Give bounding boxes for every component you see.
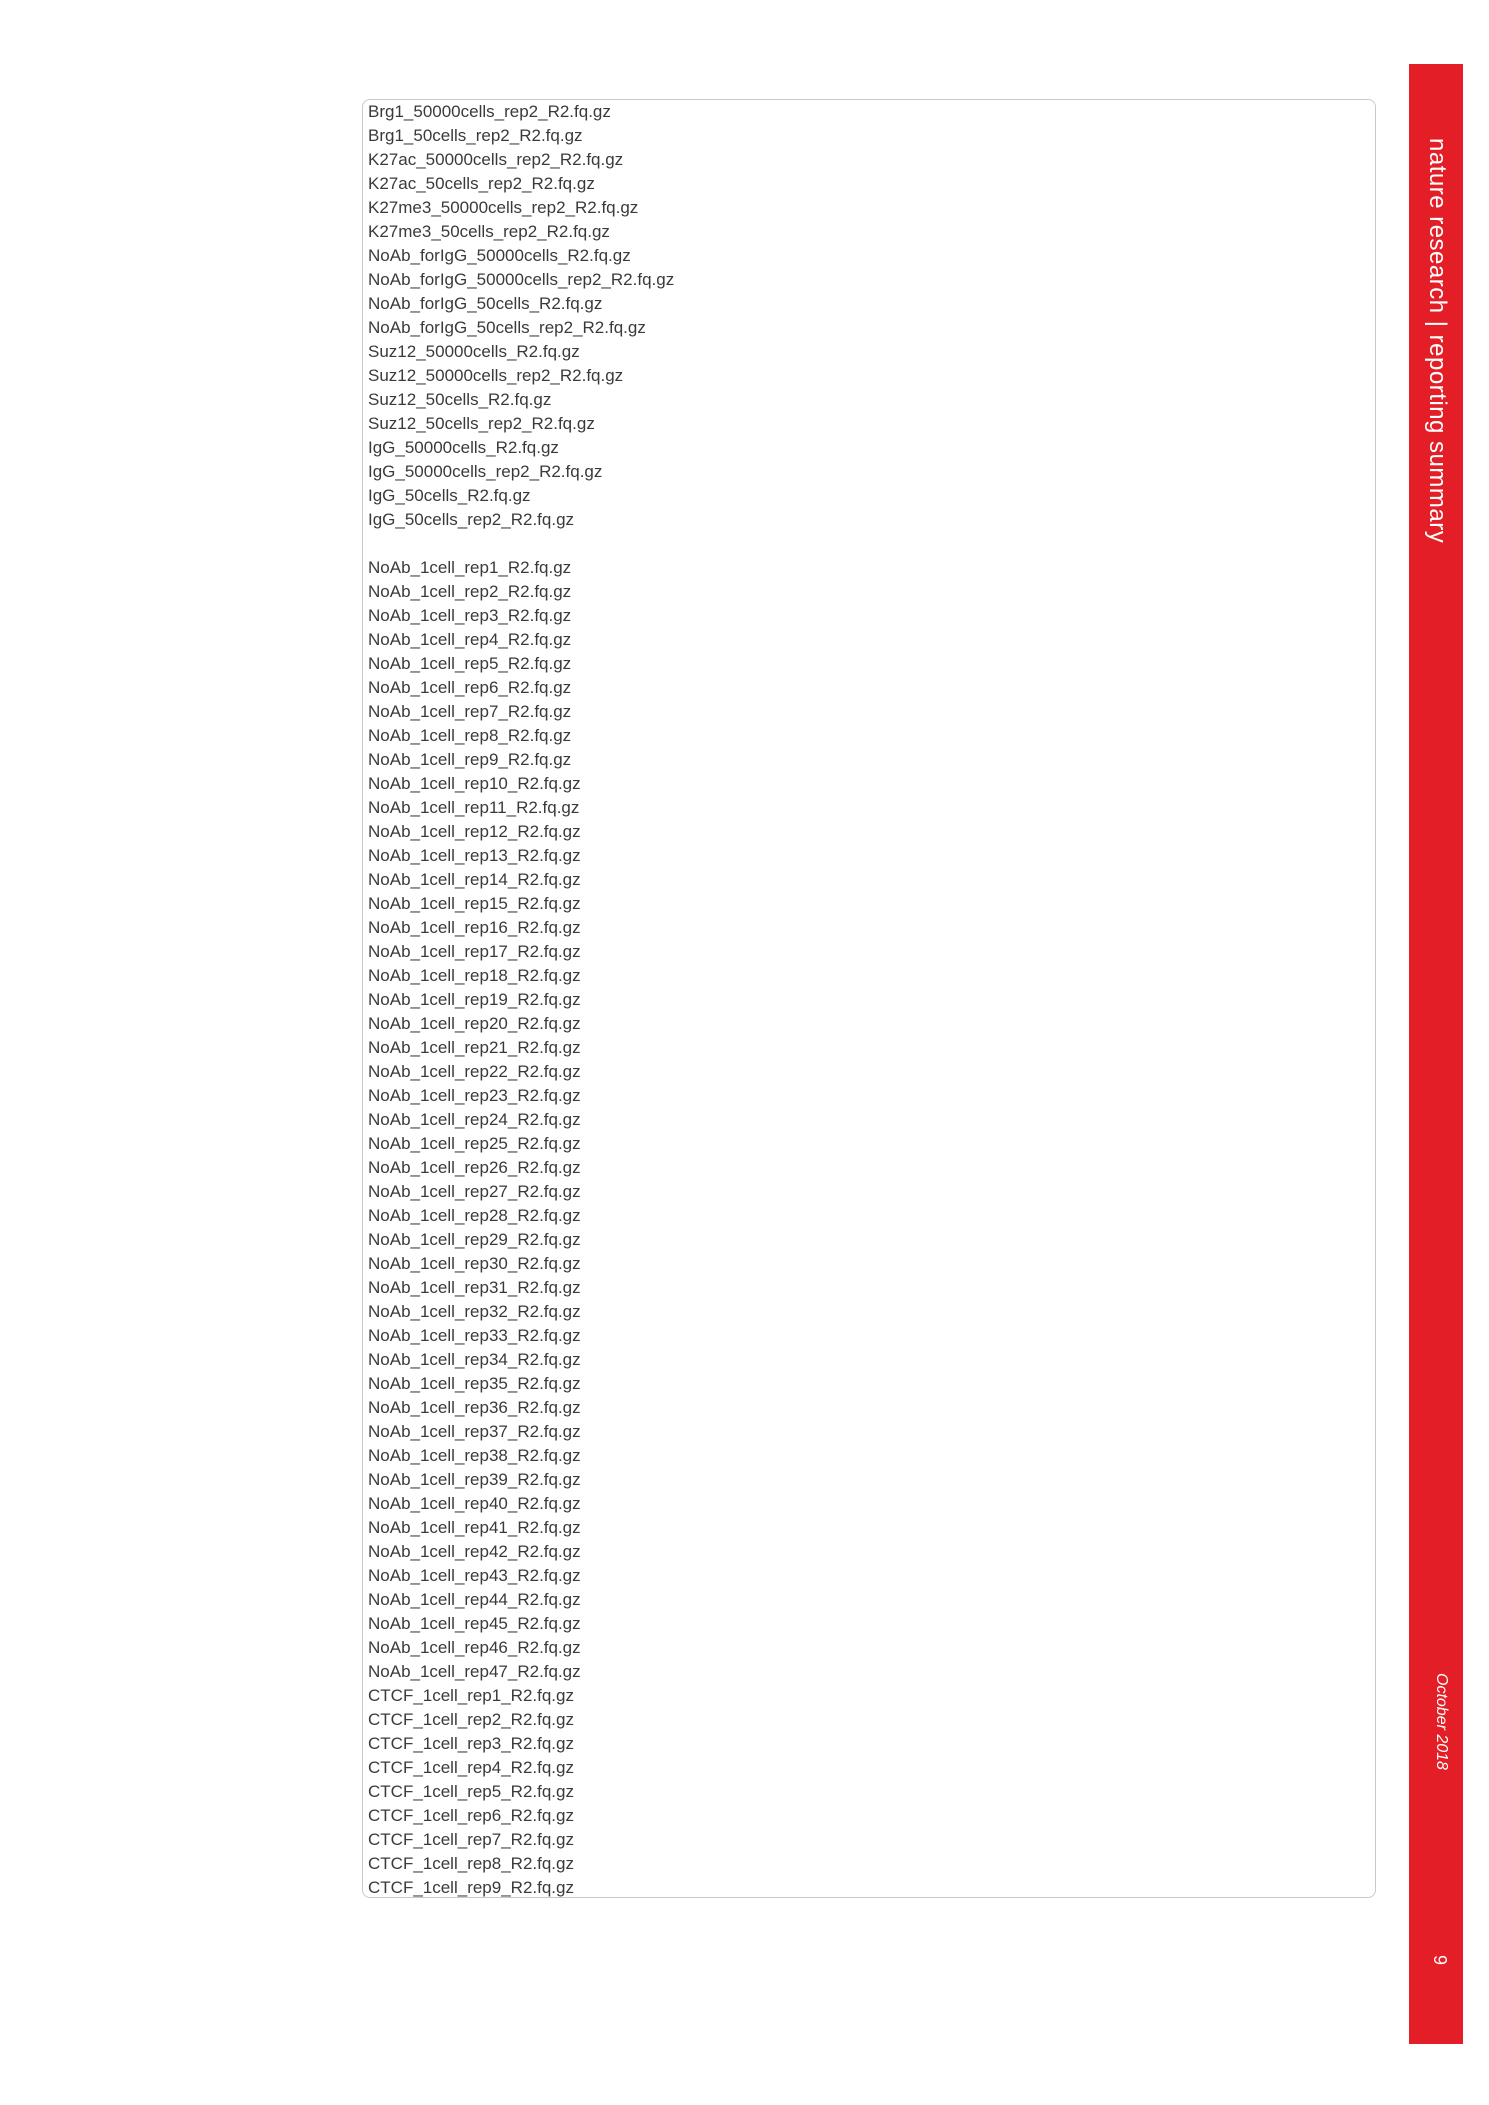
file-name-line: CTCF_1cell_rep2_R2.fq.gz: [368, 1710, 574, 1729]
file-name-line: NoAb_1cell_rep1_R2.fq.gz: [368, 558, 572, 577]
file-name-line: Suz12_50000cells_rep2_R2.fq.gz: [368, 366, 624, 385]
file-name-line: NoAb_1cell_rep19_R2.fq.gz: [368, 990, 581, 1009]
sidebar-title: nature research | reporting summary: [1424, 138, 1451, 544]
file-name-line: NoAb_1cell_rep4_R2.fq.gz: [368, 630, 572, 649]
file-name-line: NoAb_1cell_rep15_R2.fq.gz: [368, 894, 581, 913]
file-name-line: Suz12_50000cells_R2.fq.gz: [368, 342, 580, 361]
file-name-line: NoAb_1cell_rep31_R2.fq.gz: [368, 1278, 581, 1297]
file-name-line: NoAb_1cell_rep9_R2.fq.gz: [368, 750, 572, 769]
file-name-line: NoAb_1cell_rep47_R2.fq.gz: [368, 1662, 581, 1681]
file-name-line: IgG_50cells_R2.fq.gz: [368, 486, 531, 505]
file-name-line: NoAb_1cell_rep43_R2.fq.gz: [368, 1566, 581, 1585]
file-name-line: NoAb_1cell_rep8_R2.fq.gz: [368, 726, 572, 745]
file-name-line: NoAb_1cell_rep24_R2.fq.gz: [368, 1110, 581, 1129]
file-name-line: NoAb_1cell_rep33_R2.fq.gz: [368, 1326, 581, 1345]
file-name-line: Brg1_50cells_rep2_R2.fq.gz: [368, 126, 583, 145]
file-name-line: NoAb_forIgG_50000cells_rep2_R2.fq.gz: [368, 270, 675, 289]
file-name-line: CTCF_1cell_rep9_R2.fq.gz: [368, 1878, 574, 1897]
file-name-line: Suz12_50cells_R2.fq.gz: [368, 390, 552, 409]
file-name-line: Suz12_50cells_rep2_R2.fq.gz: [368, 414, 595, 433]
file-name-line: NoAb_1cell_rep23_R2.fq.gz: [368, 1086, 581, 1105]
file-name-line: NoAb_forIgG_50cells_rep2_R2.fq.gz: [368, 318, 646, 337]
file-name-line: NoAb_1cell_rep26_R2.fq.gz: [368, 1158, 581, 1177]
file-name-line: NoAb_1cell_rep29_R2.fq.gz: [368, 1230, 581, 1249]
file-name-line: NoAb_1cell_rep32_R2.fq.gz: [368, 1302, 581, 1321]
file-name-line: NoAb_1cell_rep34_R2.fq.gz: [368, 1350, 581, 1369]
file-name-line: NoAb_1cell_rep16_R2.fq.gz: [368, 918, 581, 937]
file-name-line: K27ac_50cells_rep2_R2.fq.gz: [368, 174, 595, 193]
file-name-line: NoAb_1cell_rep27_R2.fq.gz: [368, 1182, 581, 1201]
file-name-line: NoAb_forIgG_50cells_R2.fq.gz: [368, 294, 603, 313]
file-name-line: NoAb_1cell_rep7_R2.fq.gz: [368, 702, 572, 721]
sidebar-date: October 2018: [1433, 1673, 1450, 1770]
file-name-line: NoAb_1cell_rep3_R2.fq.gz: [368, 606, 572, 625]
file-name-line: IgG_50cells_rep2_R2.fq.gz: [368, 510, 575, 529]
page-number: 9: [1430, 1955, 1450, 1966]
file-name-line: NoAb_1cell_rep38_R2.fq.gz: [368, 1446, 581, 1465]
file-name-line: NoAb_1cell_rep42_R2.fq.gz: [368, 1542, 581, 1561]
file-name-line: NoAb_1cell_rep30_R2.fq.gz: [368, 1254, 581, 1273]
file-name-line: NoAb_1cell_rep11_R2.fq.gz: [368, 798, 580, 817]
file-name-line: NoAb_1cell_rep13_R2.fq.gz: [368, 846, 581, 865]
file-name-line: K27ac_50000cells_rep2_R2.fq.gz: [368, 150, 624, 169]
file-name-line: NoAb_1cell_rep46_R2.fq.gz: [368, 1638, 581, 1657]
file-name-line: NoAb_1cell_rep25_R2.fq.gz: [368, 1134, 581, 1153]
file-name-line: Brg1_50000cells_rep2_R2.fq.gz: [368, 102, 611, 121]
file-name-line: NoAb_1cell_rep5_R2.fq.gz: [368, 654, 572, 673]
file-name-line: NoAb_1cell_rep17_R2.fq.gz: [368, 942, 581, 961]
file-name-line: NoAb_1cell_rep35_R2.fq.gz: [368, 1374, 581, 1393]
file-name-line: NoAb_1cell_rep45_R2.fq.gz: [368, 1614, 581, 1633]
file-name-line: NoAb_1cell_rep37_R2.fq.gz: [368, 1422, 581, 1441]
file-name-line: NoAb_1cell_rep28_R2.fq.gz: [368, 1206, 581, 1225]
file-name-line: IgG_50000cells_R2.fq.gz: [368, 438, 559, 457]
file-name-line: CTCF_1cell_rep8_R2.fq.gz: [368, 1854, 574, 1873]
file-name-line: NoAb_1cell_rep39_R2.fq.gz: [368, 1470, 581, 1489]
file-name-line: NoAb_1cell_rep20_R2.fq.gz: [368, 1014, 581, 1033]
blank-line: [368, 532, 1375, 556]
file-name-line: CTCF_1cell_rep1_R2.fq.gz: [368, 1686, 574, 1705]
file-name-line: NoAb_1cell_rep44_R2.fq.gz: [368, 1590, 581, 1609]
file-name-line: NoAb_1cell_rep41_R2.fq.gz: [368, 1518, 581, 1537]
file-name-line: CTCF_1cell_rep4_R2.fq.gz: [368, 1758, 574, 1777]
file-name-line: K27me3_50000cells_rep2_R2.fq.gz: [368, 198, 639, 217]
file-name-line: CTCF_1cell_rep6_R2.fq.gz: [368, 1806, 574, 1825]
file-name-line: CTCF_1cell_rep5_R2.fq.gz: [368, 1782, 574, 1801]
file-name-line: NoAb_forIgG_50000cells_R2.fq.gz: [368, 246, 631, 265]
file-name-line: CTCF_1cell_rep7_R2.fq.gz: [368, 1830, 574, 1849]
file-name-line: IgG_50000cells_rep2_R2.fq.gz: [368, 462, 603, 481]
file-name-line: NoAb_1cell_rep36_R2.fq.gz: [368, 1398, 581, 1417]
file-name-line: NoAb_1cell_rep40_R2.fq.gz: [368, 1494, 581, 1513]
file-name-line: K27me3_50cells_rep2_R2.fq.gz: [368, 222, 610, 241]
file-name-line: CTCF_1cell_rep3_R2.fq.gz: [368, 1734, 574, 1753]
file-name-line: NoAb_1cell_rep18_R2.fq.gz: [368, 966, 581, 985]
file-list-box: [362, 99, 1376, 1898]
file-name-line: NoAb_1cell_rep12_R2.fq.gz: [368, 822, 581, 841]
file-name-line: NoAb_1cell_rep21_R2.fq.gz: [368, 1038, 581, 1057]
file-name-line: NoAb_1cell_rep2_R2.fq.gz: [368, 582, 572, 601]
file-name-line: NoAb_1cell_rep6_R2.fq.gz: [368, 678, 572, 697]
file-name-line: NoAb_1cell_rep10_R2.fq.gz: [368, 774, 581, 793]
file-name-line: NoAb_1cell_rep14_R2.fq.gz: [368, 870, 581, 889]
file-name-line: NoAb_1cell_rep22_R2.fq.gz: [368, 1062, 581, 1081]
